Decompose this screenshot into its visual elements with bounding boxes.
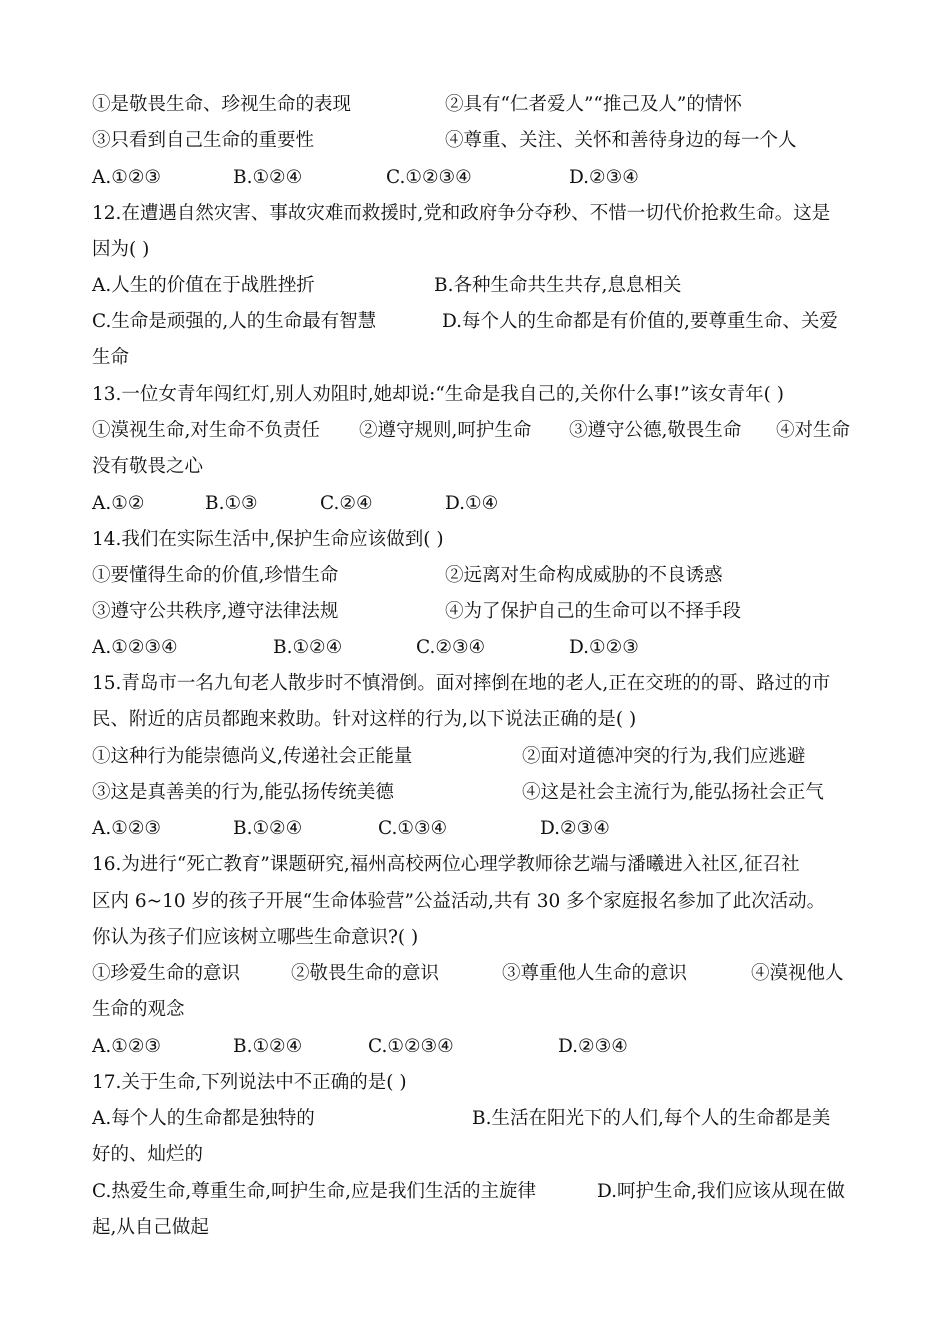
q12-choice-a: A.人生的价值在于战胜挫折 [92,275,315,296]
q11-option-4: ④尊重、关注、关怀和善待身边的每一个人 [445,130,797,151]
q16-choice-a: A.①②③ [92,1036,161,1057]
q13-option-1: ①漠视生命,对生命不负责任 [92,420,320,441]
q17-choice-d-cont: 起,从自己做起 [92,1217,209,1238]
q16-choice-c: C.①②③④ [368,1036,454,1057]
q16-stem-line2: 区内 6~10 岁的孩子开展“生命体验营”公益活动,共有 30 多个家庭报名参加了此次活动。 [92,891,826,912]
q11-option-2: ②具有“仁者爱人”“推己及人”的情怀 [445,94,742,115]
q13-choice-d: D.①④ [445,493,499,514]
q14-option-1: ①要懂得生命的价值,珍惜生命 [92,565,339,586]
q16-option-1: ①珍爱生命的意识 [92,963,241,984]
q11-choice-a: A.①②③ [92,167,161,188]
q15-stem-line2: 民、附近的店员都跑来救助。针对这样的行为,以下说法正确的是( ) [92,709,637,730]
q16-choice-b: B.①②④ [233,1036,303,1057]
q13-stem: 13.一位女青年闯红灯,别人劝阻时,她却说:“生命是我自己的,关你什么事!”该女青年( ) [92,384,784,405]
q14-choice-a: A.①②③④ [92,637,178,658]
q12-stem-line1: 12.在遭遇自然灾害、事故灾难而救援时,党和政府争分夺秒、不惜一切代价抢救生命。这是 [92,203,831,224]
q14-choice-c: C.②③④ [416,637,486,658]
q13-option-4: ④对生命 [776,420,851,441]
q15-option-4: ④这是社会主流行为,能弘扬社会正气 [522,782,824,803]
q17-choice-b: B.生活在阳光下的人们,每个人的生命都是美 [472,1108,831,1129]
q11-option-1: ①是敬畏生命、珍视生命的表现 [92,94,352,115]
q16-option-4-cont: 生命的观念 [92,999,185,1020]
q14-option-3: ③遵守公共秩序,遵守法律法规 [92,601,339,622]
q15-option-2: ②面对道德冲突的行为,我们应逃避 [522,746,806,767]
q11-choice-d: D.②③④ [569,167,639,188]
q12-choice-b: B.各种生命共生共存,息息相关 [434,275,682,296]
q11-option-3: ③只看到自己生命的重要性 [92,130,315,151]
q17-choice-c: C.热爱生命,尊重生命,呵护生命,应是我们生活的主旋律 [92,1181,537,1202]
q11-choice-c: C.①②③④ [386,167,472,188]
q17-choice-d: D.呵护生命,我们应该从现在做 [597,1181,845,1202]
q15-choice-d: D.②③④ [540,818,610,839]
q14-choice-d: D.①②③ [569,637,639,658]
q13-choice-c: C.②④ [320,493,373,514]
q17-stem: 17.关于生命,下列说法中不正确的是( ) [92,1072,407,1093]
q15-stem-line1: 15.青岛市一名九旬老人散步时不慎滑倒。面对摔倒在地的老人,正在交班的的哥、路过的市 [92,673,831,694]
q13-choice-b: B.①③ [205,493,258,514]
q14-stem: 14.我们在实际生活中,保护生命应该做到( ) [92,529,444,550]
q15-option-3: ③这是真善美的行为,能弘扬传统美德 [92,782,394,803]
q13-choice-a: A.①② [92,493,145,514]
q17-choice-a: A.每个人的生命都是独特的 [92,1108,315,1129]
q13-option-4-cont: 没有敬畏之心 [92,456,204,477]
q15-choice-b: B.①②④ [233,818,303,839]
q14-option-2: ②远离对生命构成威胁的不良诱惑 [445,565,723,586]
q12-stem-line2: 因为( ) [92,239,150,260]
q16-stem-line1: 16.为进行“死亡教育”课题研究,福州高校两位心理学教师徐艺端与潘曦进入社区,征召社 [92,854,800,875]
q15-choice-a: A.①②③ [92,818,161,839]
q14-option-4: ④为了保护自己的生命可以不择手段 [445,601,742,622]
q12-choice-c: C.生命是顽强的,人的生命最有智慧 [92,311,377,332]
q16-choice-d: D.②③④ [558,1036,628,1057]
q11-choice-b: B.①②④ [233,167,303,188]
q13-option-3: ③遵守公德,敬畏生命 [569,420,742,441]
q12-choice-d-cont: 生命 [92,347,130,368]
q13-option-2: ②遵守规则,呵护生命 [359,420,532,441]
q14-choice-b: B.①②④ [273,637,343,658]
q16-option-3: ③尊重他人生命的意识 [502,963,688,984]
q12-choice-d: D.每个人的生命都是有价值的,要尊重生命、关爱 [442,311,838,332]
q16-option-4: ④漠视他人 [751,963,844,984]
q17-choice-b-cont: 好的、灿烂的 [92,1144,204,1165]
q15-choice-c: C.①③④ [378,818,448,839]
q15-option-1: ①这种行为能崇德尚义,传递社会正能量 [92,746,413,767]
q16-stem-line3: 你认为孩子们应该树立哪些生命意识?( ) [92,927,419,948]
q16-option-2: ②敬畏生命的意识 [291,963,440,984]
